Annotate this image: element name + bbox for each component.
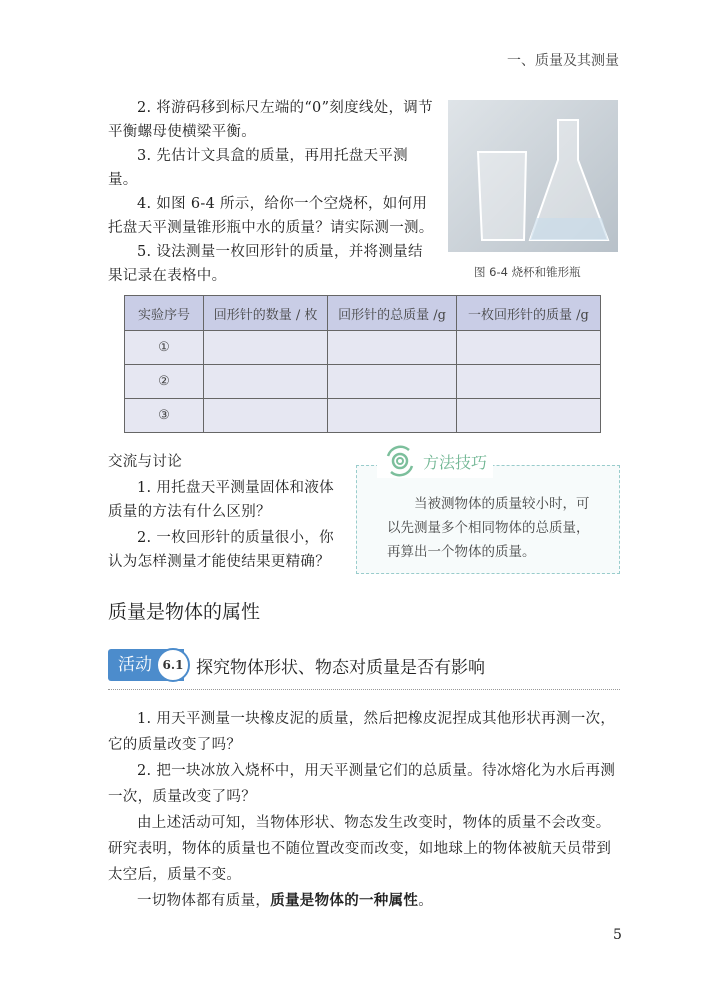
activity-banner [108,648,485,682]
discussion-title: 交流与讨论 [108,454,182,470]
table-row [125,399,601,433]
section-title: 质量是物体的属性 [108,601,261,623]
activity-label: 活动 [108,649,184,681]
table-cell [456,365,600,399]
discussion-item: 2. 一枚回形针的质量很小，你认为怎样测量才能使结果更精确？ [108,530,334,570]
table-cell [456,331,600,365]
table-row [125,331,601,365]
discussion-item: 1. 用托盘天平测量固体和液体质量的方法有什么区别？ [108,480,334,520]
table-row [125,365,601,399]
body-paragraph: 由上述活动可知，当物体形状、物态发生改变时，物体的质量不会改变。研究表明，物体的质量也不随位置改变而改变，如地球上的物体被航天员带到太空后，质量不变。 [108,815,612,883]
beaker-flask-photo [448,100,618,252]
figure-caption: 图 6-4 烧杯和锥形瓶 [474,265,581,279]
divider [108,689,620,690]
discussion [108,450,344,574]
tip-title: 方法技巧 [423,452,488,472]
step-3: 3. 先估计文具盒的质量，再用托盘天平测量。 [108,148,408,188]
gear-cycle-icon [383,444,417,478]
table-header: 实验序号 [125,296,204,331]
results-table [124,295,601,433]
activity-number: 6.1 [156,648,190,682]
table-cell [204,399,328,433]
running-header: 一、质量及其测量 [507,53,619,69]
table-cell [204,331,328,365]
step-2: 2. 将游码移到标尺左端的“0”刻度线处，调节平衡螺母使横梁平衡。 [108,100,433,140]
table-cell [328,399,457,433]
tip-text: 当被测物体的质量较小时，可以先测量多个相同物体的总质量，再算出一个物体的质量。 [387,496,590,560]
table-header: 回形针的数量 / 枚 [204,296,328,331]
conclusion-suffix: 。 [418,893,434,909]
table-header: 一枚回形针的质量 /g [456,296,600,331]
table-header: 回形针的总质量 /g [328,296,457,331]
activity-title: 探究物体形状、物态对质量是否有影响 [196,657,485,678]
conclusion-emphasis: 质量是物体的一种属性 [270,893,419,909]
body-paragraph: 2. 把一块冰放入烧杯中，用天平测量它们的总质量。待冰熔化为水后再测一次，质量改变了吗？ [108,763,616,805]
table-cell [456,399,600,433]
step-4: 4. 如图 6-4 所示，给你一个空烧杯，如何用托盘天平测量锥形瓶中水的质量？请实际测一测。 [108,196,434,236]
conclusion-prefix: 一切物体都有质量， [137,893,271,909]
table-cell: ② [125,365,204,399]
tip-header [377,444,493,478]
step-5: 5. 设法测量一枚回形针的质量，并将测量结果记录在表格中。 [108,244,423,284]
conclusion [108,888,620,914]
body-text [108,706,620,914]
glassware-illustration [448,100,618,252]
intro-steps [108,96,434,288]
table-cell [328,365,457,399]
page-number: 5 [613,927,622,943]
table-cell [328,331,457,365]
table-cell [204,365,328,399]
table-header-row [125,296,601,331]
table-cell: ③ [125,399,204,433]
method-tip-box [356,452,620,574]
table-cell: ① [125,331,204,365]
body-paragraph: 1. 用天平测量一块橡皮泥的质量，然后把橡皮泥捏成其他形状再测一次，它的质量改变了吗？ [108,711,616,753]
